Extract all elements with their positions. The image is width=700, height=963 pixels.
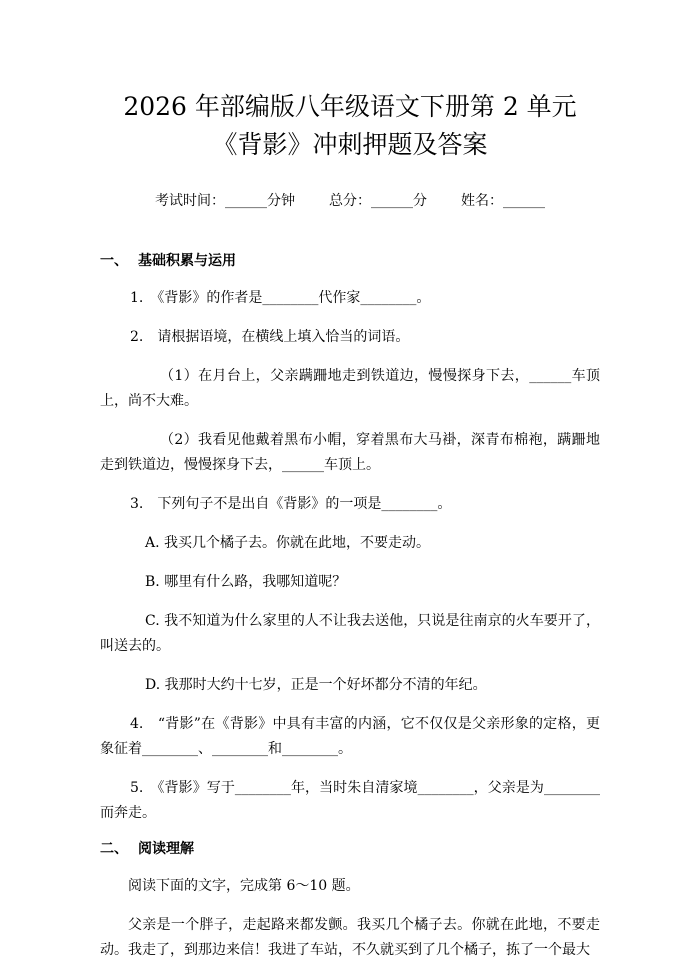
- student-name: 姓名：______: [461, 193, 545, 209]
- question-1: 1. 《背影》的作者是________代作家________。: [130, 290, 431, 306]
- section-heading-basic: [100, 250, 600, 272]
- section-label: 阅读理解: [138, 841, 194, 857]
- reading-passage: 父亲是一个胖子，走起路来都发颤。我买几个橘子去。你就在此地，不要走动。我走了，到那边来信！我进了车站，不久就买到了几个橘子，拣了一个最大: [100, 917, 600, 958]
- question-2-part-1: （1）在月台上，父亲蹒跚地走到铁道边，慢慢探身下去，______车顶上，尚不大难。: [100, 368, 600, 409]
- question-3-option-a: A. 我买几个橘子去。你就在此地，不要走动。: [145, 535, 431, 551]
- section-heading-reading: [100, 838, 600, 860]
- question-4: 4. “背影”在《背影》中具有丰富的内涵，它不仅仅是父亲形象的定格，更象征着________、________和________。: [100, 716, 600, 757]
- question-5: 5. 《背影》写于________年，当时朱自清家境________，父亲是为________而奔走。: [100, 780, 600, 821]
- question-3: 3. 下列句子不是出自《背影》的一项是________。: [130, 496, 452, 512]
- question-3-option-d: D. 我那时大约十七岁，正是一个好坏都分不清的年纪。: [145, 677, 487, 693]
- question-3-option-b: B. 哪里有什么路，我哪知道呢？: [145, 574, 347, 590]
- question-2: 2. 请根据语境，在横线上填入恰当的词语。: [130, 329, 410, 345]
- question-3-option-c: C. 我不知道为什么家里的人不让我去送他，只说是往南京的火车要开了，叫送去的。: [100, 613, 600, 654]
- reading-instructions: 阅读下面的文字，完成第 6～10 题。: [128, 878, 360, 894]
- section-number: 二、: [100, 841, 128, 857]
- exam-time: 考试时间：______分钟: [155, 193, 295, 209]
- section-number: 一、: [100, 253, 128, 269]
- document-title: 2026 年部编版八年级语文下册第 2 单元《背影》冲刺押题及答案: [123, 92, 577, 159]
- question-2-part-2: （2）我看见他戴着黑布小帽，穿着黑布大马褂，深青布棉袍，蹒跚地走到铁道边，慢慢探身下去，______车顶上。: [100, 432, 600, 473]
- section-label: 基础积累与运用: [138, 253, 236, 269]
- exam-info: [100, 190, 600, 212]
- exam-score: 总分：______分: [329, 193, 427, 209]
